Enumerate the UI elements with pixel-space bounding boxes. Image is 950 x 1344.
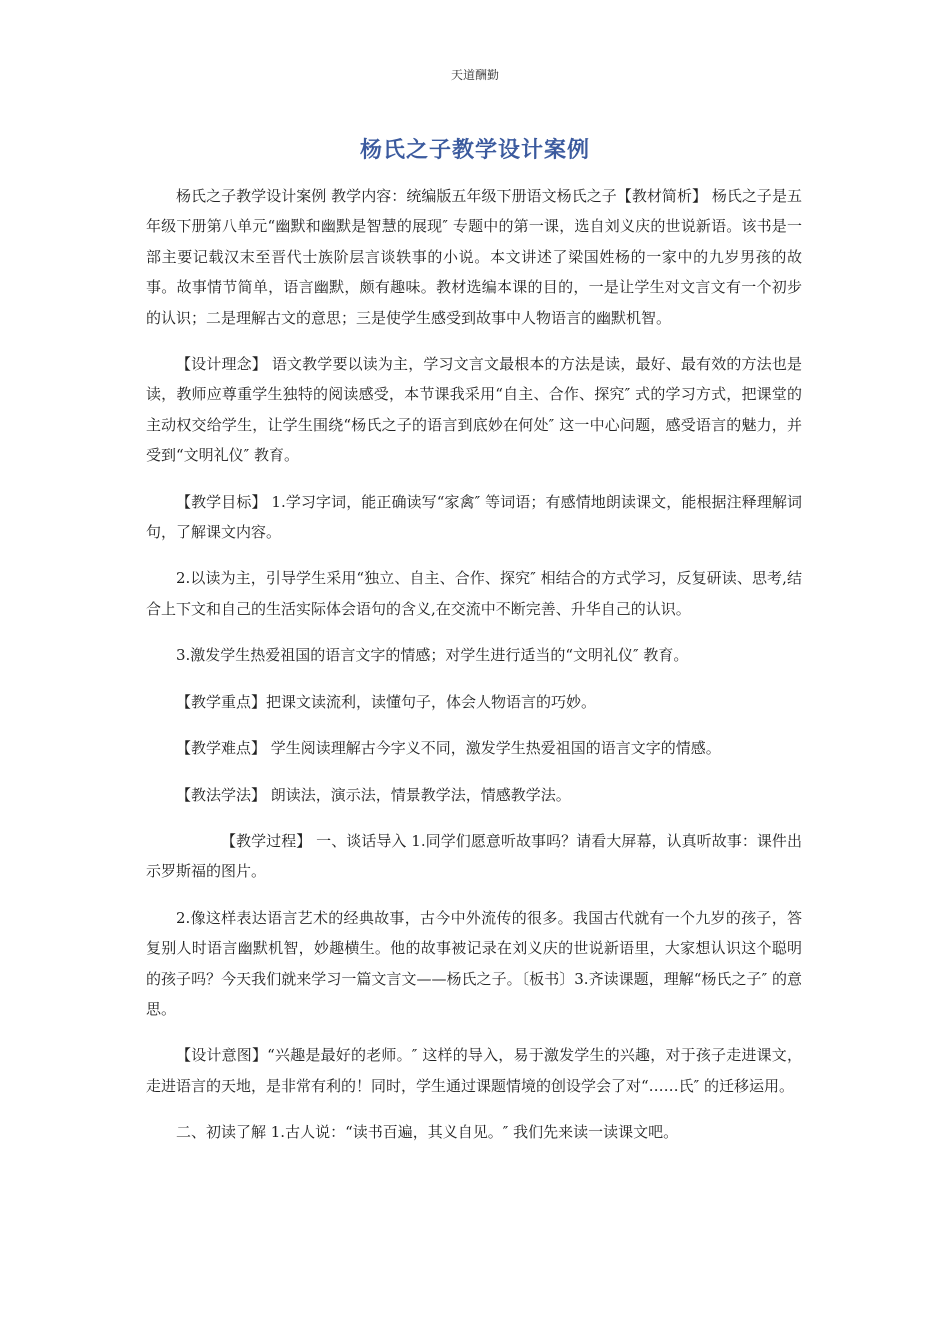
paragraph-process-story: 2.像这样表达语言艺术的经典故事，古今中外流传的很多。我国古代就有一个九岁的孩子，答复别人时语言幽默机智，妙趣横生。他的故事被记录在刘义庆的世说新语里，大家想认识这个聪明的孩子吗？今天我们就来学习一篇文言文——杨氏之子。〔板书〕3.齐读课题，理解“杨氏之子″ 的意思。 bbox=[146, 908, 802, 1018]
paragraph-first-reading: 二、初读了解 1.古人说：“读书百遍，其义自见。″ 我们先来读一读课文吧。 bbox=[176, 1123, 679, 1142]
page-header: 天道酬勤 bbox=[450, 68, 499, 82]
paragraph-goal-2: 2.以读为主，引导学生采用“独立、自主、合作、探究″ 相结合的方式学习，反复研读、思考,结合上下文和自己的生活实际体会语句的含义,在交流中不断完善、升华自己的认识。 bbox=[146, 569, 802, 618]
paragraph-design-concept: 【设计理念】 语文教学要以读为主，学习文言文最根本的方法是读，最好、最有效的方法也是读，教师应尊重学生独特的阅读感受，本节课我采用“自主、合作、探究″ 式的学习方式，把课堂的主动权交给学生，让学生围绕“杨氏之子的语言到底妙在何处″ 这一中心问题，感受语言的魅力，并受到“文明礼仪″ 教育。 bbox=[146, 355, 802, 465]
document-body bbox=[146, 181, 802, 1164]
paragraph-key-point: 【教学重点】把课文读流利，读懂句子，体会人物语言的巧妙。 bbox=[176, 692, 597, 711]
paragraph-goal-1: 【教学目标】 1.学习字词，能正确读写“家禽″ 等词语；有感情地朗读课文，能根据注释理解词句，了解课文内容。 bbox=[146, 492, 802, 542]
paragraph-design-intent: 【设计意图】“兴趣是最好的老师。″ 这样的导入，易于激发学生的兴趣，对于孩子走进课文，走进语言的天地，是非常有利的！同时，学生通过课题情境的创设学会了对“……氏″ 的迁移运用。 bbox=[146, 1046, 802, 1095]
paragraph-goal-3: 3.激发学生热爱祖国的语言文字的情感；对学生进行适当的“文明礼仪″ 教育。 bbox=[176, 646, 689, 665]
paragraph-process-intro: 【教学过程】 一、谈话导入 1.同学们愿意听故事吗？请看大屏幕，认真听故事：课件出示罗斯福的图片。 bbox=[146, 831, 802, 881]
paragraph-difficulty: 【教学难点】 学生阅读理解古今字义不同，激发学生热爱祖国的语言文字的情感。 bbox=[176, 739, 721, 758]
paragraph-intro: 杨氏之子教学设计案例 教学内容：统编版五年级下册语文杨氏之子【教材简析】 杨氏之子是五年级下册第八单元“幽默和幽默是智慧的展现″ 专题中的第一课，选自刘义庆的世说新语。该书是一部主要记载汉末至晋代士族阶层言谈轶事的小说。本文讲述了梁国姓杨的一家中的九岁男孩的故事。故事情节简单，语言幽默，颇有趣味。教材选编本课的目的，一是让学生对文言文有一个初步的认识；二是理解古文的意思；三是使学生感受到故事中人物语言的幽默机智。 bbox=[146, 187, 802, 327]
paragraph-methods: 【教法学法】 朗读法，演示法，情景教学法，情感教学法。 bbox=[176, 785, 571, 804]
document-title: 杨氏之子教学设计案例 bbox=[359, 138, 590, 163]
